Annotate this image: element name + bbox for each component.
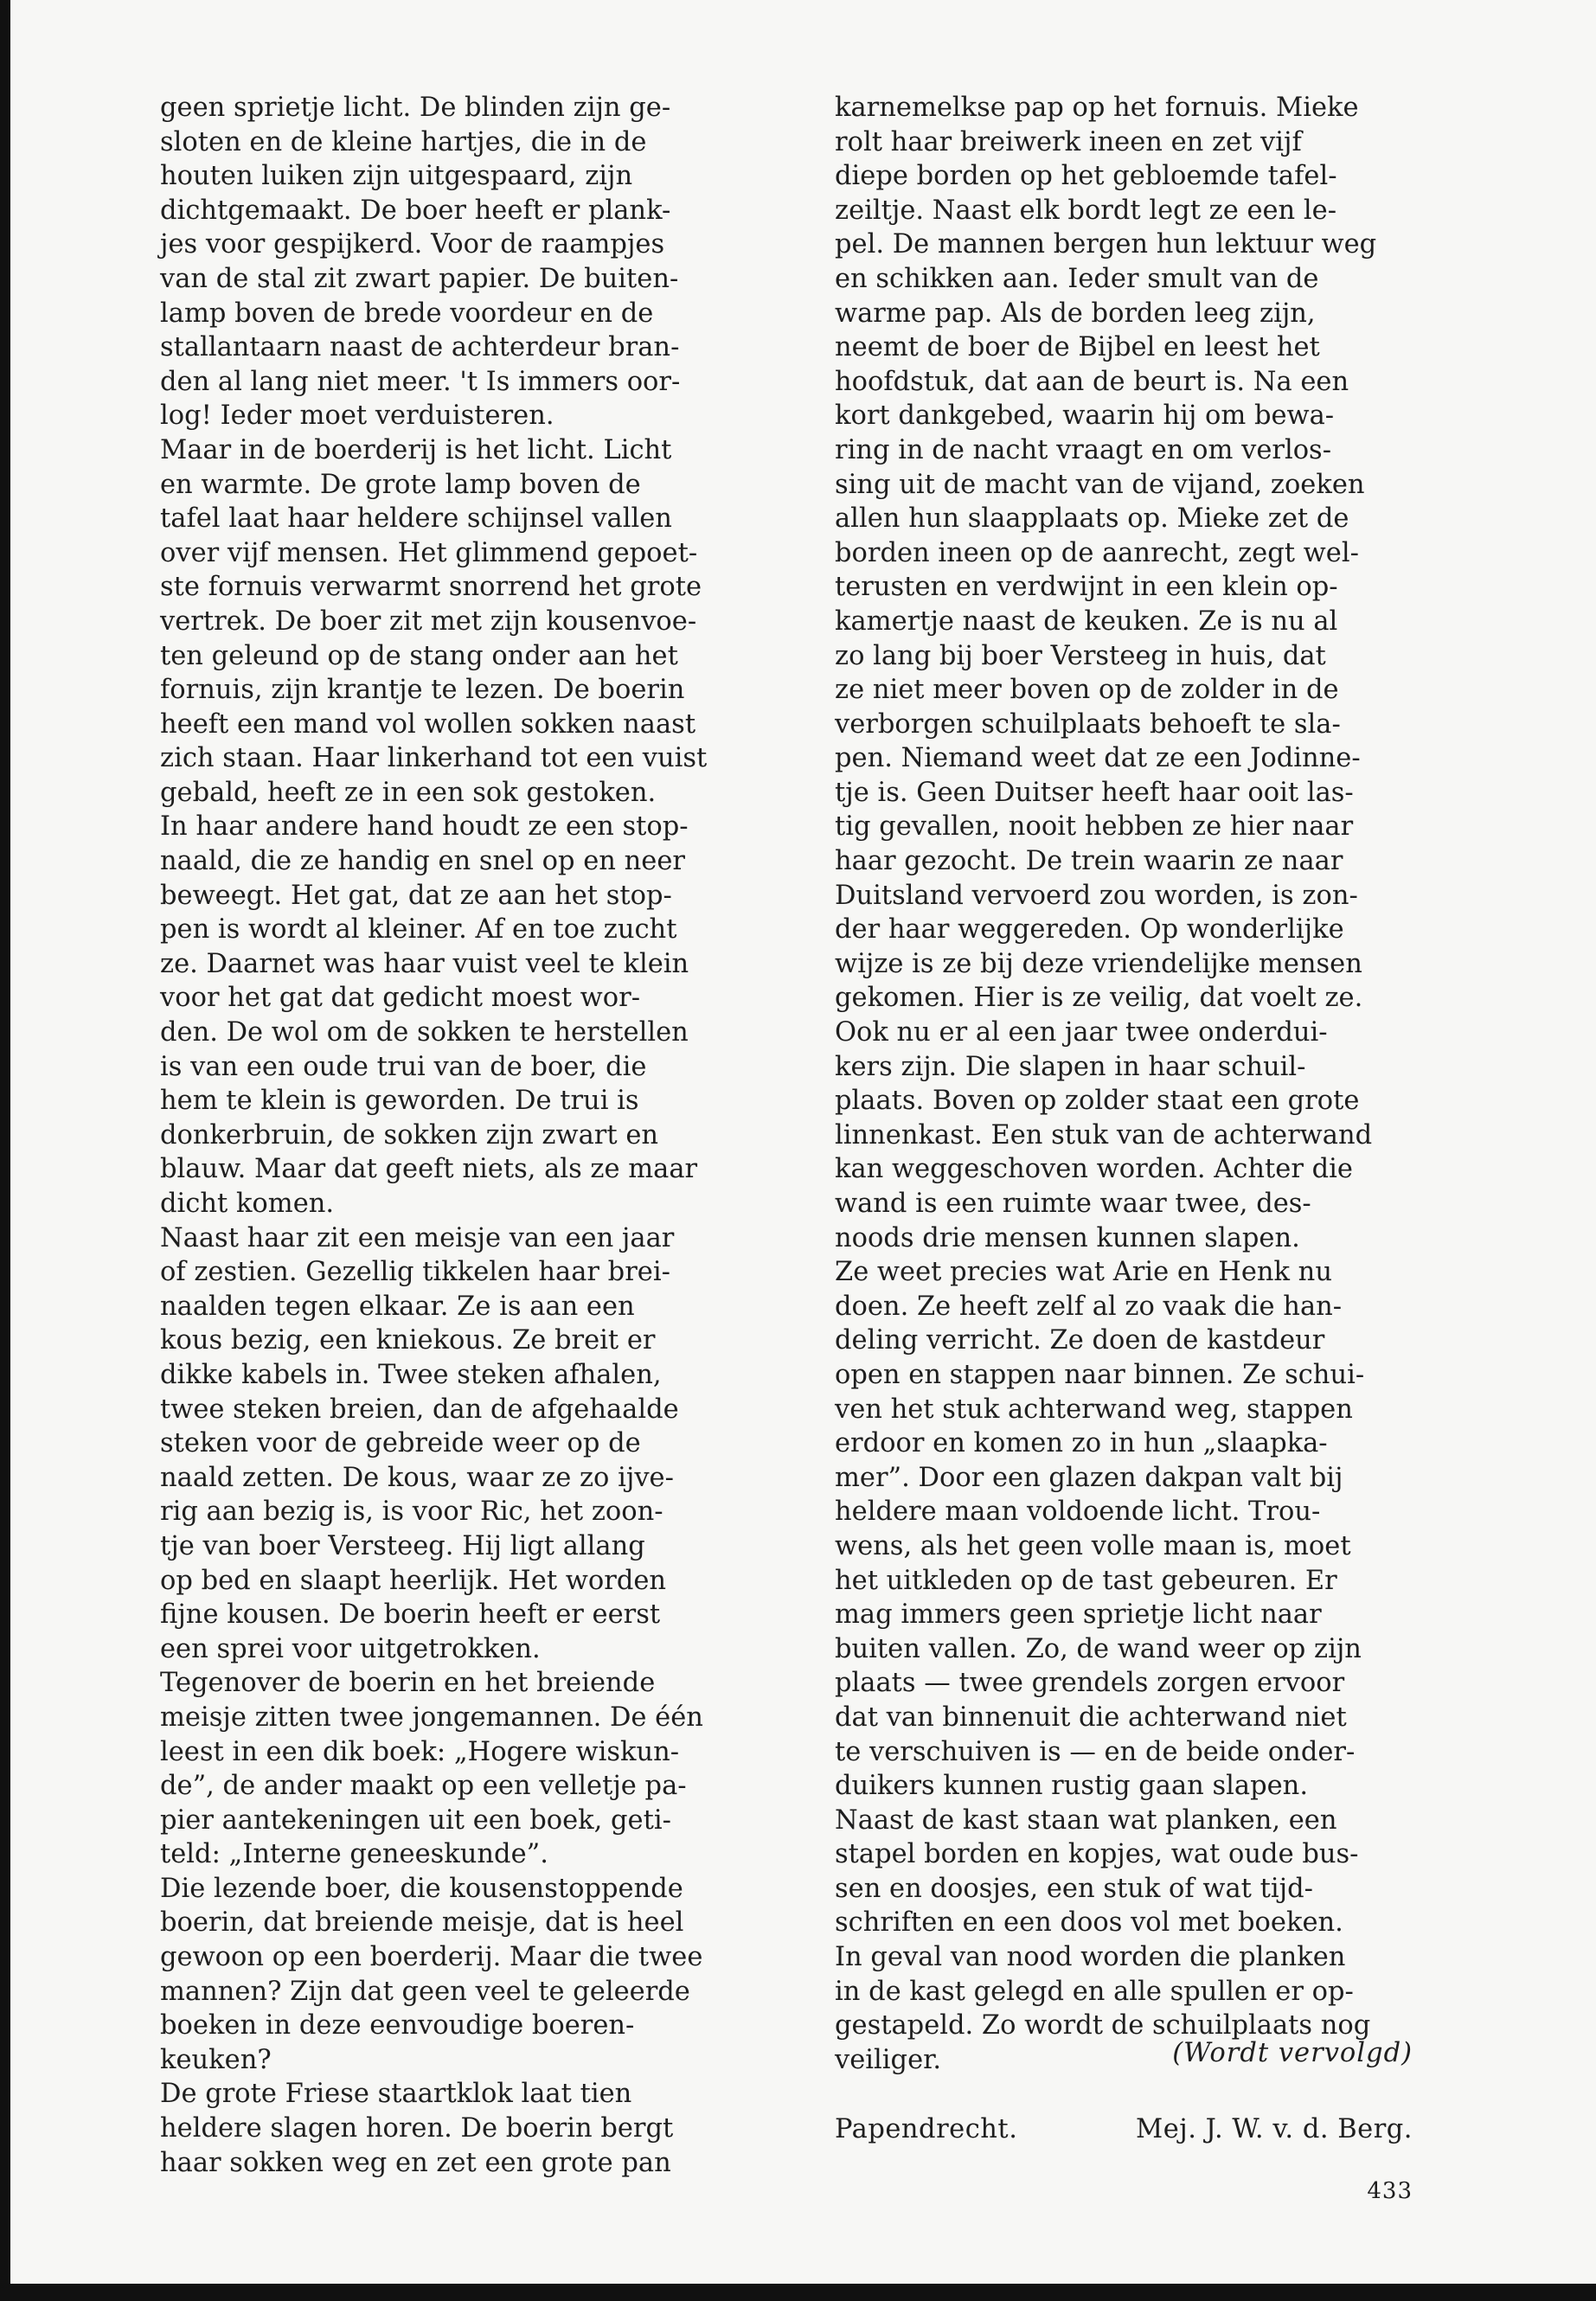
text-line: open en stappen naar binnen. Ze schui- bbox=[835, 1359, 1365, 1390]
text-line: te verschuiven is — en de beide onder- bbox=[835, 1736, 1356, 1767]
text-line: ste fornuis verwarmt snorrend het grote bbox=[160, 572, 702, 603]
paragraph bbox=[160, 2077, 757, 2180]
text-line: ten geleund op de stang onder aan het bbox=[160, 640, 678, 671]
text-line: terusten en verdwijnt in een klein op- bbox=[835, 572, 1338, 603]
text-line: kous bezig, een kniekous. Ze breit er bbox=[160, 1325, 656, 1356]
text-line: mag immers geen sprietje licht naar bbox=[835, 1599, 1322, 1631]
text-line: doen. Ze heeft zelf al zo vaak die han- bbox=[835, 1291, 1343, 1322]
text-line: borden ineen op de aanrecht, zegt wel- bbox=[835, 537, 1359, 568]
text-line: naald, die ze handig en snel op en neer bbox=[160, 846, 685, 877]
text-line: haar gezocht. De trein waarin ze naar bbox=[835, 846, 1343, 877]
text-line: ven het stuk achterwand weg, stappen bbox=[835, 1394, 1353, 1425]
text-line: boeken in deze eenvoudige boeren- bbox=[160, 2010, 635, 2041]
text-line: De grote Friese staartklok laat tien bbox=[160, 2079, 632, 2110]
text-line: heldere slagen horen. De boerin bergt bbox=[160, 2113, 674, 2144]
text-line: pel. De mannen bergen hun lektuur weg bbox=[835, 229, 1377, 260]
text-line: gestapeld. Zo wordt de schuilplaats nog bbox=[835, 2010, 1371, 2041]
text-column-right bbox=[835, 91, 1432, 2077]
text-line: verborgen schuilplaats behoeft te sla- bbox=[835, 708, 1341, 740]
text-line: blauw. Maar dat geeft niets, als ze maar bbox=[160, 1154, 698, 1185]
text-line: sloten en de kleine hartjes, die in de bbox=[160, 126, 647, 157]
text-line: teld: „Interne geneeskunde”. bbox=[160, 1839, 548, 1870]
page-bottom-border bbox=[0, 2284, 1596, 2301]
text-line: ze niet meer boven op de zolder in de bbox=[835, 675, 1339, 706]
place-name: Papendrecht. bbox=[835, 2114, 1018, 2144]
text-line: donkerbruin, de sokken zijn zwart en bbox=[160, 1119, 659, 1150]
text-line: heldere maan voldoende licht. Trou- bbox=[835, 1497, 1321, 1528]
text-line: stallantaarn naast de achterdeur bran- bbox=[160, 332, 680, 363]
text-line: van de stal zit zwart papier. De buiten- bbox=[160, 263, 679, 294]
text-line: zeiltje. Naast elk bordt legt ze een le- bbox=[835, 195, 1337, 226]
text-line: linnenkast. Een stuk van de achterwand bbox=[835, 1119, 1373, 1150]
text-line: Ook nu er al een jaar twee onderdui- bbox=[835, 1017, 1328, 1048]
text-line: hem te klein is geworden. De trui is bbox=[160, 1086, 639, 1117]
page-left-border bbox=[0, 0, 10, 2301]
text-line: gewoon op een boerderij. Maar die twee bbox=[160, 1942, 703, 1973]
text-line: pen. Niemand weet dat ze een Jodinne- bbox=[835, 743, 1361, 774]
text-line: is van een oude trui van de boer, die bbox=[160, 1051, 647, 1082]
paragraph bbox=[835, 1255, 1432, 1804]
text-line: zo lang bij boer Versteeg in huis, dat bbox=[835, 640, 1326, 671]
text-line: en schikken aan. Ieder smult van de bbox=[835, 263, 1319, 294]
text-line: of zestien. Gezellig tikkelen haar brei- bbox=[160, 1257, 670, 1288]
text-line: log! Ieder moet verduisteren. bbox=[160, 401, 554, 432]
text-line: duikers kunnen rustig gaan slapen. bbox=[835, 1771, 1309, 1802]
text-line: warme pap. Als de borden leeg zijn, bbox=[835, 298, 1316, 329]
text-line: kamertje naast de keuken. Ze is nu al bbox=[835, 606, 1338, 637]
text-line: fornuis, zijn krantje te lezen. De boerin bbox=[160, 675, 685, 706]
text-line: kers zijn. Die slapen in haar schuil- bbox=[835, 1051, 1306, 1082]
text-line: noods drie mensen kunnen slapen. bbox=[835, 1222, 1300, 1253]
text-line: voor het gat dat gedicht moest wor- bbox=[160, 983, 641, 1014]
text-line: Maar in de boerderij is het licht. Licht bbox=[160, 434, 672, 465]
text-line: plaats — twee grendels zorgen ervoor bbox=[835, 1668, 1345, 1699]
text-line: der haar weggereden. Op wonderlijke bbox=[835, 914, 1344, 945]
text-line: boerin, dat breiende meisje, dat is heel bbox=[160, 1907, 684, 1939]
paragraph bbox=[160, 433, 757, 1221]
page-number: 433 bbox=[1367, 2178, 1413, 2204]
text-line: wand is een ruimte waar twee, des- bbox=[835, 1189, 1311, 1219]
text-line: gebald, heeft ze in een sok gestoken. bbox=[160, 777, 657, 808]
text-line: den al lang niet meer. 't Is immers oor- bbox=[160, 366, 681, 397]
text-line: steken voor de gebreide weer op de bbox=[160, 1428, 641, 1459]
text-line: leest in een dik boek: „Hogere wiskun- bbox=[160, 1736, 680, 1767]
text-line: In haar andere hand houdt ze een stop- bbox=[160, 811, 689, 843]
text-line: stapel borden en kopjes, wat oude bus- bbox=[835, 1839, 1359, 1870]
text-line: Die lezende boer, die kousenstoppende bbox=[160, 1873, 683, 1904]
text-line: vertrek. De boer zit met zijn kousenvoe- bbox=[160, 606, 697, 637]
text-line: wens, als het geen volle maan is, moet bbox=[835, 1530, 1351, 1561]
text-line: Naast de kast staan wat planken, een bbox=[835, 1804, 1337, 1836]
text-column-left bbox=[160, 91, 757, 2180]
text-line: ze. Daarnet was haar vuist veel te klein bbox=[160, 948, 689, 979]
text-line: tje van boer Versteeg. Hij ligt allang bbox=[160, 1530, 645, 1561]
text-line: Naast haar zit een meisje van een jaar bbox=[160, 1222, 675, 1253]
text-line: rolt haar breiwerk ineen en zet vijf bbox=[835, 126, 1302, 157]
text-line: naald zetten. De kous, waar ze zo ijve- bbox=[160, 1462, 674, 1493]
text-line: dichtgemaakt. De boer heeft er plank- bbox=[160, 195, 671, 226]
text-line: geen sprietje licht. De blinden zijn ge- bbox=[160, 93, 671, 123]
text-line: mannen? Zijn dat geen veel te geleerde bbox=[160, 1976, 690, 2007]
text-line: Tegenover de boerin en het breiende bbox=[160, 1668, 656, 1699]
text-line: tig gevallen, nooit hebben ze hier naar bbox=[835, 811, 1354, 843]
text-line: de”, de ander maakt op een velletje pa- bbox=[160, 1771, 687, 1802]
text-line: Ze weet precies wat Arie en Henk nu bbox=[835, 1257, 1332, 1288]
paragraph bbox=[835, 1804, 1432, 2078]
text-line: In geval van nood worden die planken bbox=[835, 1942, 1346, 1973]
text-line: het uitkleden op de tast gebeuren. Er bbox=[835, 1565, 1337, 1596]
text-line: jes voor gespijkerd. Voor de raampjes bbox=[160, 229, 665, 260]
text-line: en warmte. De grote lamp boven de bbox=[160, 469, 641, 500]
text-line: neemt de boer de Bijbel en leest het bbox=[835, 332, 1320, 363]
text-line: Duitsland vervoerd zou worden, is zon- bbox=[835, 880, 1358, 911]
text-line: tafel laat haar heldere schijnsel vallen bbox=[160, 503, 672, 535]
text-line: kan weggeschoven worden. Achter die bbox=[835, 1154, 1353, 1185]
paragraph bbox=[160, 1872, 757, 2078]
text-line: ring in de nacht vraagt en om verlos- bbox=[835, 434, 1332, 465]
text-line: rig aan bezig is, is voor Ric, het zoon- bbox=[160, 1497, 663, 1528]
text-line: pen is wordt al kleiner. Af en toe zucht bbox=[160, 914, 677, 945]
text-line: deling verricht. Ze doen de kastdeur bbox=[835, 1325, 1325, 1356]
text-line: veiliger. bbox=[835, 2044, 942, 2075]
text-line: lamp boven de brede voordeur en de bbox=[160, 298, 654, 329]
text-line: kort dankgebed, waarin hij om bewa- bbox=[835, 401, 1335, 432]
text-line: dat van binnenuit die achterwand niet bbox=[835, 1702, 1347, 1733]
text-line: zich staan. Haar linkerhand tot een vuist bbox=[160, 743, 708, 774]
continued-note: (Wordt vervolgd) bbox=[1172, 2038, 1413, 2068]
text-line: meisje zitten twee jongemannen. De één bbox=[160, 1702, 703, 1733]
text-line: beweegt. Het gat, dat ze aan het stop- bbox=[160, 880, 672, 911]
text-line: haar sokken weg en zet een grote pan bbox=[160, 2147, 671, 2178]
text-line: fijne kousen. De boerin heeft er eerst bbox=[160, 1599, 661, 1631]
paragraph bbox=[160, 1221, 757, 1667]
text-line: hoofdstuk, dat aan de beurt is. Na een bbox=[835, 366, 1349, 397]
text-line: dikke kabels in. Twee steken afhalen, bbox=[160, 1359, 662, 1390]
text-line: in de kast gelegd en alle spullen er op- bbox=[835, 1976, 1354, 2007]
text-line: keuken? bbox=[160, 2044, 272, 2075]
text-line: buiten vallen. Zo, de wand weer op zijn bbox=[835, 1633, 1362, 1664]
text-line: diepe borden op het gebloemde tafel- bbox=[835, 161, 1337, 192]
text-line: pier aantekeningen uit een boek, geti- bbox=[160, 1804, 671, 1836]
text-line: over vijf mensen. Het glimmend gepoet- bbox=[160, 537, 698, 568]
text-line: wijze is ze bij deze vriendelijke mensen bbox=[835, 948, 1362, 979]
text-line: erdoor en komen zo in hun „slaapka- bbox=[835, 1428, 1328, 1459]
text-line: naalden tegen elkaar. Ze is aan een bbox=[160, 1291, 635, 1322]
text-line: een sprei voor uitgetrokken. bbox=[160, 1633, 541, 1664]
text-line: sen en doosjes, een stuk of wat tijd- bbox=[835, 1873, 1313, 1904]
text-line: op bed en slaapt heerlijk. Het worden bbox=[160, 1565, 667, 1596]
paragraph bbox=[160, 91, 757, 433]
author-name: Mej. J. W. v. d. Berg. bbox=[1136, 2114, 1413, 2144]
text-line: dicht komen. bbox=[160, 1189, 335, 1219]
text-line: karnemelkse pap op het fornuis. Mieke bbox=[835, 93, 1359, 123]
text-line: houten luiken zijn uitgespaard, zijn bbox=[160, 161, 633, 192]
text-line: heeft een mand vol wollen sokken naast bbox=[160, 708, 696, 740]
text-line: mer”. Door een glazen dakpan valt bij bbox=[835, 1462, 1343, 1493]
text-line: plaats. Boven op zolder staat een grote bbox=[835, 1086, 1360, 1117]
text-line: twee steken breien, dan de afgehaalde bbox=[160, 1394, 679, 1425]
text-line: den. De wol om de sokken te herstellen bbox=[160, 1017, 689, 1048]
paragraph bbox=[160, 1666, 757, 1872]
text-line: allen hun slaapplaats op. Mieke zet de bbox=[835, 503, 1349, 535]
text-line: tje is. Geen Duitser heeft haar ooit las- bbox=[835, 777, 1354, 808]
text-line: schriften en een doos vol met boeken. bbox=[835, 1907, 1343, 1939]
text-line: gekomen. Hier is ze veilig, dat voelt ze. bbox=[835, 983, 1363, 1014]
paragraph bbox=[835, 91, 1432, 1255]
text-line: sing uit de macht van de vijand, zoeken bbox=[835, 469, 1365, 500]
